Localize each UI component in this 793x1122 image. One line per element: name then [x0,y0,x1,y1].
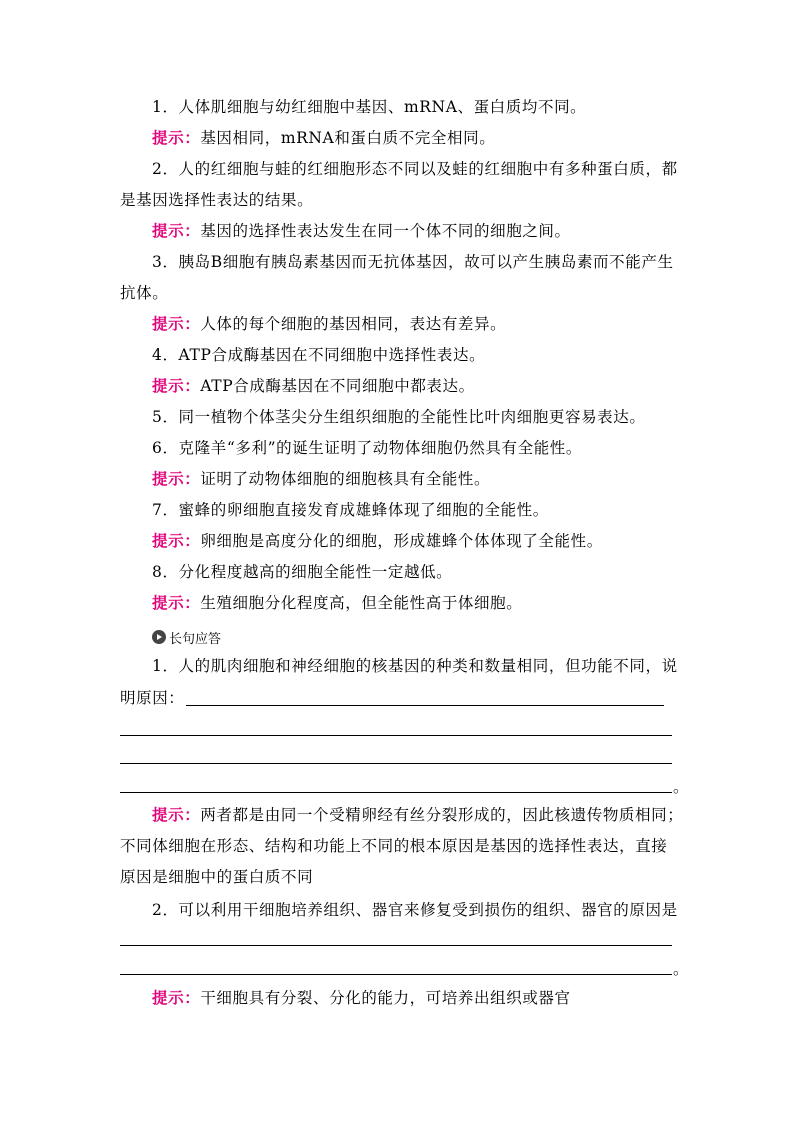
answer-line[interactable] [120,945,672,946]
answer-line[interactable] [186,705,664,706]
hint-label: 提示： [152,314,201,333]
statement-1: 1．人体肌细胞与幼红细胞中基因、mRNA、蛋白质均不同。 [152,98,587,116]
statement-8: 8．分化程度越高的细胞全能性一定越低。 [152,563,453,581]
hint-6 [152,469,712,489]
statement-2-line-1: 2．人的红细胞与蛙的红细胞形态不同以及蛙的红细胞中有多种蛋白质，都 [152,160,678,178]
hint-label: 提示： [152,593,201,612]
statement-7: 7．蜜蜂的卵细胞直接发育成雄蜂体现了细胞的全能性。 [152,501,549,519]
section-title: 长句应答 [169,631,222,647]
answer-line[interactable] [120,735,672,736]
hint-text: 证明了动物体细胞的细胞核具有全能性。 [200,470,491,488]
statement-4: 4．ATP合成酶基因在不同细胞中选择性表达。 [152,346,486,364]
hint-text: 干细胞具有分裂、分化的能力，可培养出组织或器官 [200,989,571,1007]
long-hint-1-line-1 [152,805,712,825]
long-question-1-line-2: 明原因： [120,689,185,707]
hint-label: 提示： [152,221,201,240]
answer-line[interactable] [120,792,672,793]
hint-label: 提示： [152,376,201,395]
statement-2-line-2: 是基因选择性表达的结果。 [120,191,314,209]
long-hint-1-line-2: 不同体细胞在形态、结构和功能上不同的根本原因是基因的选择性表达，直接 [120,837,668,855]
hint-text: 卵细胞是高度分化的细胞，形成雄蜂个体体现了全能性。 [200,532,603,550]
long-question-2: 2．可以利用干细胞培养组织、器官来修复受到损伤的组织、器官的原因是 [152,901,678,919]
end-mark: 。 [673,960,689,978]
hint-8 [152,593,712,613]
hint-text: 人体的每个细胞的基因相同，表达有差异。 [200,315,507,333]
hint-text: 生殖细胞分化程度高，但全能性高于体细胞。 [200,594,523,612]
hint-4 [152,376,712,396]
hint-label: 提示： [152,469,201,488]
hint-label: 提示： [152,988,201,1007]
long-hint-1-line-3: 原因是细胞中的蛋白质不同 [120,868,314,886]
hint-1 [152,128,712,148]
hint-text: 基因相同，mRNA和蛋白质不完全相同。 [200,129,496,147]
long-question-1-line-1: 1．人的肌肉细胞和神经细胞的核基因的种类和数量相同，但功能不同，说 [152,657,678,675]
answer-line[interactable] [120,974,672,975]
hint-label: 提示： [152,805,201,824]
answer-line[interactable] [120,763,672,764]
hint-text: ATP合成酶基因在不同细胞中都表达。 [200,377,475,395]
statement-3-line-1: 3．胰岛B细胞有胰岛素基因而无抗体基因，故可以产生胰岛素而不能产生 [152,253,674,271]
hint-2 [152,221,712,241]
statement-5: 5．同一植物个体茎尖分生组织细胞的全能性比叶肉细胞更容易表达。 [152,408,646,426]
statement-3-line-2: 抗体。 [120,284,169,302]
statement-6: 6．克隆羊“多利”的诞生证明了动物体细胞仍然具有全能性。 [152,439,583,457]
hint-label: 提示： [152,531,201,550]
play-icon [152,630,166,644]
hint-text: 两者都是由同一个受精卵经有丝分裂形成的，因此核遗传物质相同； [200,806,684,824]
hint-text: 基因的选择性表达发生在同一个体不同的细胞之间。 [200,222,571,240]
hint-label: 提示： [152,128,201,147]
end-mark: 。 [673,778,689,796]
long-hint-2 [152,988,712,1008]
section-header [152,627,221,647]
hint-3 [152,314,712,334]
hint-7 [152,531,712,551]
